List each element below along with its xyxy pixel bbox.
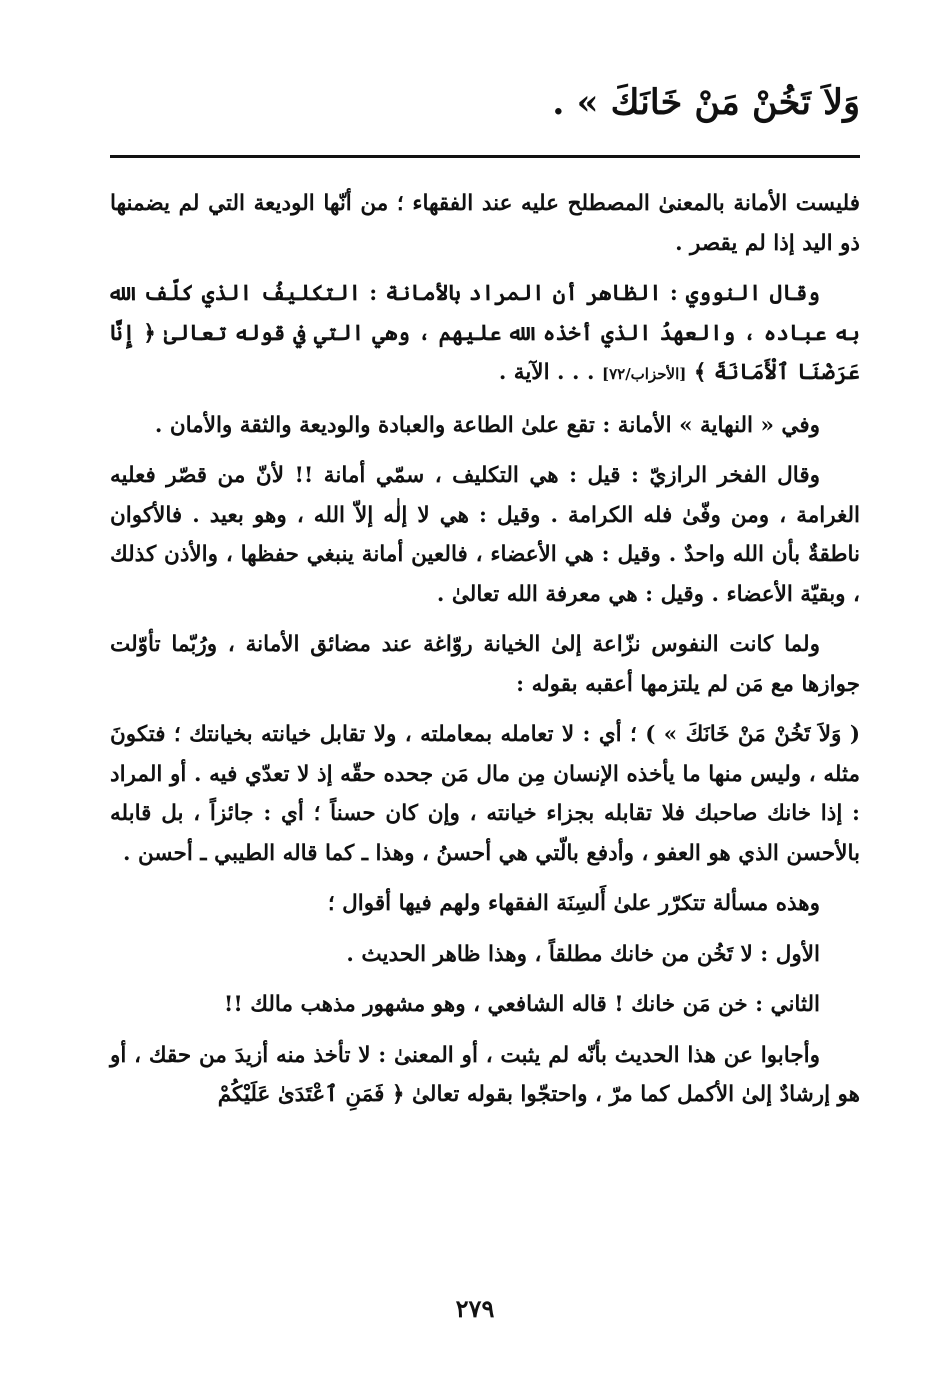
- opinion-label: الثاني: [770, 992, 820, 1017]
- paragraph: وقال النووي : الظاهر أن المراد بالأمانة : التكليفُ الذي كلّف الله به عباده ، والعهدُ الذي أخذه الله عليهم ، وهي التي في قوله تعالىٰ ﴿ إِنَّا عَرَضْنَا ٱلْأَمَانَةَ ﴾ [الأحزاب/٧٢] . . . الآية .: [110, 281, 860, 385]
- hadith-quote: ( وَلاَ تَخُنْ مَنْ خَانَكَ » ): [645, 722, 860, 747]
- paragraph: فليست الأمانة بالمعنىٰ المصطلح عليه عند الفقهاء ؛ من أنّها الوديعة التي لم يضمنها ذو اليد إذا لم يقصر .: [110, 191, 860, 256]
- opinion-label: الأول: [775, 941, 820, 967]
- paragraph: وهذه مسألة تتكرّر علىٰ أَلسِنَة الفقهاء ولهم فيها أقوال ؛: [327, 891, 820, 916]
- header-divider: [110, 155, 860, 158]
- paragraph: ولما كانت النفوس نزّاعة إلىٰ الخيانة روّاغة عند مضائق الأمانة ، ورُبّما تأوّلت جوازها مع مَن لم يلتزمها أعقبه بقوله :: [110, 632, 860, 697]
- paragraph: وفي « النهاية » الأمانة : تقع علىٰ الطاعة والعبادة والوديعة والثقة والأمان .: [154, 412, 820, 438]
- page-header-verse: وَلاَ تَخُنْ مَنْ خَانَكَ » .: [552, 82, 860, 123]
- quran-quote: ﴿ فَمَنِ ٱعْتَدَىٰ عَلَيْكُمْ: [217, 1082, 405, 1107]
- quran-reference: [الأحزاب/٧٢]: [601, 365, 687, 383]
- paragraph: وأجابوا عن هذا الحديث بأنّه لم يثبت ، أو المعنىٰ : لا تأخذ منه أزيدَ من حقك ، أو هو إرشادٌ إلىٰ الأكمل كما مرّ ، واحتجّوا بقوله تعالىٰ ﴿ فَمَنِ ٱعْتَدَىٰ عَلَيْكُمْ: [110, 1042, 860, 1107]
- page-number: ٢٧٩: [455, 1294, 495, 1323]
- quran-quote: ﴿ إِنَّا عَرَضْنَا ٱلْأَمَانَةَ ﴾: [110, 320, 860, 385]
- paragraph: الثاني : خن مَن خانك ! قاله الشافعي ، وهو مشهور مذهب مالك !!: [223, 992, 820, 1017]
- paragraph: ( وَلاَ تَخُنْ مَنْ خَانَكَ » ) ؛ أي : لا تعامله بمعاملته ، ولا تقابل خيانته بخيانتك ؛ فتكونَ مثله ، وليس منها ما يأخذه الإنسان مِن مال مَن جحده حقّه إذ لا تعدّي فيه . أو المراد : إذا خانك صاحبك فلا تقابله بجزاء خيانته ، وإن كان حسناً ؛ أي : جائزاً ، بل قابله بالأحسن الذي هو العفو ، وأدفع بالّتي هي أحسنُ ، وهذا ـ كما قاله الطيبي ـ أحسن .: [110, 722, 860, 866]
- paragraph: الأول : لا تَخُن من خانك مطلقاً ، وهذا ظاهر الحديث .: [346, 941, 820, 967]
- paragraph: وقال الفخر الرازيّ : قيل : هي التكليف ، سمّي أمانة !! لأنّ من قصّر فعليه الغرامة ، ومن وفّىٰ فله الكرامة . وقيل : هي لا إلٰه إلاّ الله ، وهو بعيد . فالأكوان ناطقةٌ بأن الله واحدٌ . وقيل : هي الأعضاء ، فالعين أمانة ينبغي حفظها ، والأذن كذلك ، وبقيّة الأعضاء . وقيل : هي معرفة الله تعالىٰ .: [110, 463, 860, 607]
- commentary-body: [110, 184, 860, 1126]
